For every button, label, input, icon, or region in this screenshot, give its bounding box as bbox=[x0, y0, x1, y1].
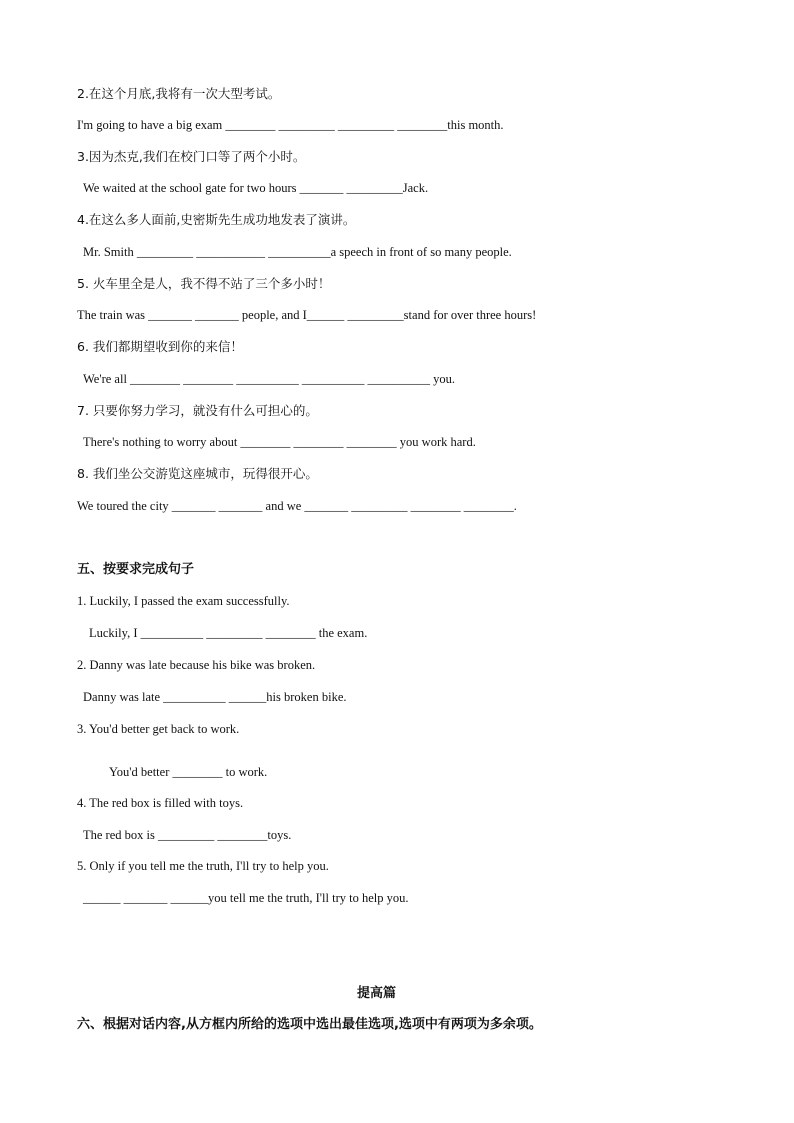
item-5-chinese: 5. 火车里全是人，我不得不站了三个多小时！ bbox=[77, 276, 331, 291]
item-8-english: We toured the city _______ _______ and we _______ _________ ________ ________. bbox=[77, 499, 517, 513]
item-2-chinese: 2.在这个月底,我将有一次大型考试。 bbox=[77, 86, 281, 101]
section-5-item-2-question: 2. Danny was late because his bike was broken. bbox=[77, 658, 316, 672]
section-5-item-5-question: 5. Only if you tell me the truth, I'll try to help you. bbox=[77, 859, 329, 873]
section-5-item-4-question: 4. The red box is filled with toys. bbox=[77, 796, 244, 810]
item-3-english: We waited at the school gate for two hours _______ _________Jack. bbox=[83, 181, 429, 195]
item-8-chinese: 8. 我们坐公交游览这座城市，玩得很开心。 bbox=[77, 466, 318, 481]
item-5-english: The train was _______ _______ people, and I______ _________stand for over three hours! bbox=[77, 308, 537, 322]
section-5-item-1-answer: Luckily, I __________ _________ ________ the exam. bbox=[89, 626, 368, 640]
item-2-english: I'm going to have a big exam ________ _________ _________ ________this month. bbox=[77, 118, 504, 132]
section-5-item-2-answer: Danny was late __________ ______his broken bike. bbox=[83, 690, 347, 704]
item-7-chinese: 7. 只要你努力学习，就没有什么可担心的。 bbox=[77, 403, 318, 418]
section-5-item-5-answer: ______ _______ ______you tell me the truth, I'll try to help you. bbox=[83, 891, 409, 905]
section-5-item-3-question: 3. You'd better get back to work. bbox=[77, 722, 240, 736]
section-5-item-1-question: 1. Luckily, I passed the exam successfully. bbox=[77, 594, 290, 608]
item-6-chinese: 6. 我们都期望收到你的来信！ bbox=[77, 339, 243, 354]
item-7-english: There's nothing to worry about ________ ________ ________ you work hard. bbox=[83, 435, 476, 449]
item-4-chinese: 4.在这么多人面前,史密斯先生成功地发表了演讲。 bbox=[77, 212, 356, 227]
section-5-item-4-answer: The red box is _________ ________toys. bbox=[83, 828, 292, 842]
section-6-title: 六、根据对话内容,从方框内所给的选项中选出最佳选项,选项中有两项为多余项。 bbox=[77, 1017, 542, 1032]
item-3-chinese: 3.因为杰克,我们在校门口等了两个小时。 bbox=[77, 149, 306, 164]
section-5-item-3-answer: You'd better ________ to work. bbox=[109, 765, 268, 779]
section-5-title: 五、按要求完成句子 bbox=[77, 562, 195, 577]
advanced-title: 提高篇 bbox=[357, 986, 397, 1001]
item-6-english: We're all ________ ________ __________ __________ __________ you. bbox=[83, 372, 456, 386]
item-4-english: Mr. Smith _________ ___________ __________a speech in front of so many people. bbox=[83, 245, 512, 259]
